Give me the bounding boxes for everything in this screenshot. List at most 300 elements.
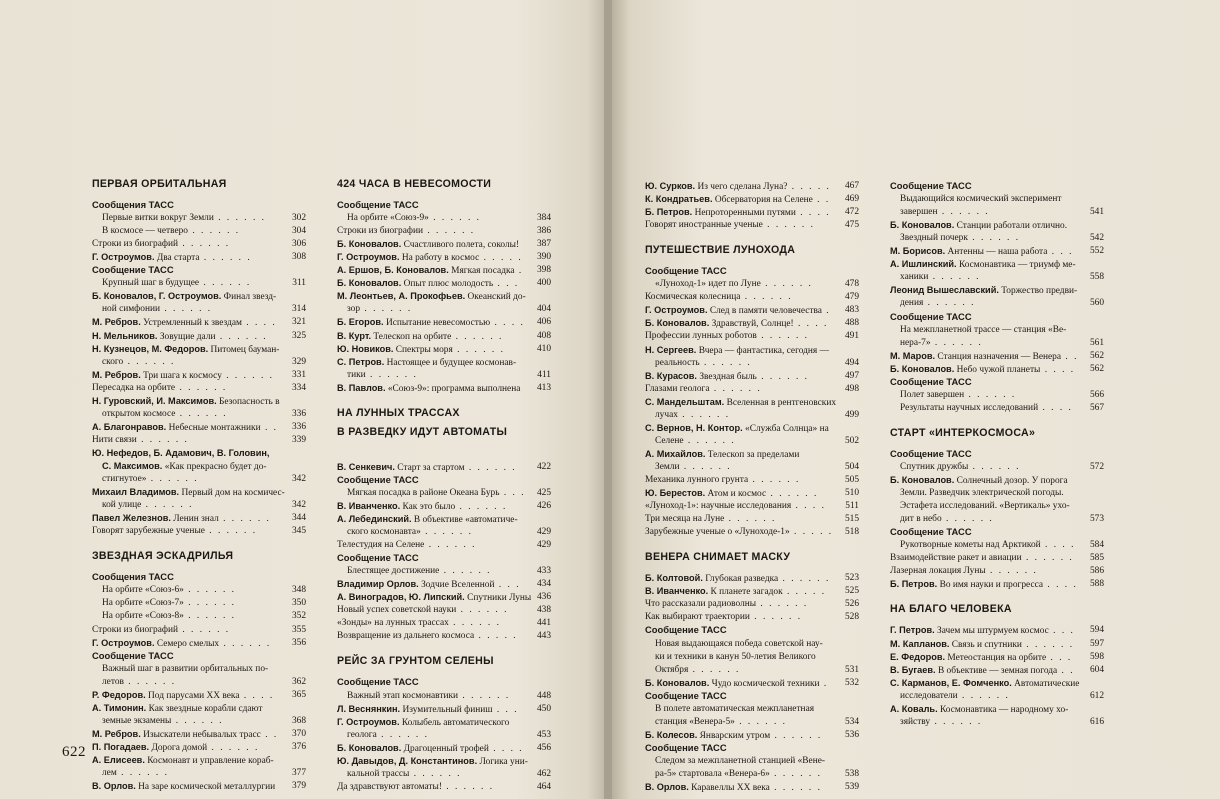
entry-text <box>337 502 507 512</box>
toc-entry <box>337 382 551 395</box>
dot-leader: . . . . . . <box>123 356 176 367</box>
toc-entry <box>92 741 306 754</box>
dot-leader: . . . <box>493 279 520 290</box>
entry-page-number: 462 <box>536 768 551 779</box>
toc-entry <box>92 316 306 329</box>
entry-author: Б. Коновалов. <box>645 318 710 329</box>
dot-leader: . . . . . . <box>146 474 199 485</box>
toc-entry <box>890 324 1104 336</box>
page-number: 622 <box>62 744 86 760</box>
dot-leader: . . . . . . <box>199 253 252 264</box>
entry-title: Изумительный финиш <box>402 704 493 715</box>
entry-text <box>337 744 524 754</box>
entry-text <box>92 585 236 595</box>
toc-entry <box>337 290 551 303</box>
entry-text <box>890 286 1077 296</box>
entry-title: Важный этап космонавтики <box>347 690 459 701</box>
toc-entry <box>645 768 859 780</box>
toc-entry <box>890 258 1104 271</box>
entry-title: Испытание невесомостью <box>385 318 491 329</box>
entry-text <box>645 292 793 302</box>
dot-leader: . . . . . . <box>930 716 983 727</box>
entry-text <box>337 384 520 394</box>
entry-title: Станции работали отлично. <box>956 221 1068 232</box>
dot-leader: . . . <box>492 704 519 715</box>
toc-entry <box>92 597 306 609</box>
entry-page-number: 541 <box>1089 207 1104 218</box>
entry-title: На заре космической металлургии <box>138 782 276 793</box>
toc-entry <box>645 193 859 206</box>
tass-subheading <box>92 650 306 663</box>
toc-entry <box>890 651 1104 664</box>
entry-text <box>890 403 1073 413</box>
toc-entry <box>645 448 859 461</box>
entry-title: Финал звезд- <box>223 292 277 303</box>
entry-text <box>890 540 1075 550</box>
entry-title: Небо чужой планеты <box>956 364 1041 375</box>
toc-entry <box>337 742 551 755</box>
toc-entry <box>645 383 859 395</box>
entry-text <box>92 332 268 342</box>
entry-text <box>890 553 1074 563</box>
entry-author: Павел Железнов. <box>92 513 171 524</box>
entry-page-number: 336 <box>291 408 306 419</box>
toc-entry <box>890 552 1104 564</box>
entry-author: Б. Колесов. <box>645 729 698 740</box>
entry-text <box>645 182 831 192</box>
toc-entry <box>92 421 306 434</box>
entry-title: реальность <box>655 357 700 368</box>
entry-author: А. Елисеев. <box>92 755 145 765</box>
toc-entry <box>890 474 1104 487</box>
entry-title: ра-5» стартовала «Венера-6» <box>655 769 770 779</box>
dot-leader: . . . . . . <box>941 514 994 525</box>
entry-text <box>645 319 828 329</box>
entry-text <box>337 769 461 779</box>
entry-title: Колыбель автоматического <box>401 717 510 728</box>
entry-title: ной симфонии <box>102 304 160 315</box>
toc-entry <box>337 703 551 716</box>
entry-text <box>645 704 814 714</box>
dot-leader: . . . . . . <box>215 331 268 342</box>
entry-title: Полет завершен <box>900 389 965 400</box>
toc-entry <box>337 768 551 780</box>
toc-entry <box>645 278 859 290</box>
entry-text <box>645 639 823 649</box>
dot-leader: . . . . . . <box>218 514 271 525</box>
dot-leader: . . . . . . <box>123 676 177 687</box>
entry-text <box>337 358 516 368</box>
entry-text <box>890 325 1066 335</box>
entry-title: Глубокая разведка <box>705 574 779 585</box>
entry-title: дит в небо <box>900 514 942 525</box>
entry-title: Каравеллы XX века <box>691 783 770 794</box>
dot-leader: . . . . . . <box>762 220 815 231</box>
entry-page-number: 518 <box>844 527 859 538</box>
entry-title: Земли <box>655 461 680 472</box>
dot-leader: . . . . . . <box>756 599 809 610</box>
entry-text <box>337 240 519 250</box>
entry-page-number: 538 <box>844 769 859 779</box>
toc-entry <box>890 578 1104 591</box>
entry-author: Б. Колтовой. <box>645 573 703 584</box>
entry-page-number: 453 <box>536 729 551 740</box>
entry-title: ского <box>102 356 124 367</box>
entry-text <box>645 346 829 356</box>
entry-title: Вчера — фантастика, сегодня — <box>698 345 829 356</box>
entry-page-number: 306 <box>291 239 306 250</box>
entry-text <box>337 631 518 641</box>
entry-author: Ю. Нефедов, Б. Адамович, В. Головин, <box>92 447 270 458</box>
entry-page-number: 426 <box>536 500 551 511</box>
entry-page-number: 314 <box>291 304 306 315</box>
dot-leader: . . . . <box>791 501 826 512</box>
entry-title: К планете загадок <box>710 587 783 598</box>
entry-text <box>92 716 223 726</box>
entry-title: Звездный почерк <box>900 233 968 244</box>
section-heading: 424 ЧАСА В НЕВЕСОМОСТИ <box>337 178 492 190</box>
tass-subheading <box>890 526 1104 539</box>
entry-title: Земли. Разведчик электрической погоды. <box>900 488 1064 499</box>
dot-leader: . . . . . . <box>207 742 260 753</box>
entry-text <box>890 221 1067 231</box>
entry-title: Важный шаг в развитии орбитальных по- <box>102 663 269 674</box>
toc-entry <box>645 703 859 715</box>
entry-author: А. Михайлов. <box>645 448 706 459</box>
dot-leader: . . . . . . <box>734 716 787 727</box>
entry-text <box>337 705 519 715</box>
entry-title: На работу в космос <box>401 253 480 264</box>
entry-page-number: 448 <box>536 690 551 701</box>
entry-text <box>645 514 776 524</box>
entry-page-number: 345 <box>291 526 306 537</box>
toc-entry <box>645 598 859 610</box>
section-heading: РЕЙС ЗА ГРУНТОМ СЕЛЕНЫ <box>337 655 494 668</box>
entry-page-number: 334 <box>291 382 306 393</box>
entry-title: Возвращение из дальнего космоса <box>337 631 475 642</box>
dot-leader: . . . . . . <box>458 690 511 701</box>
toc-entry <box>645 651 859 663</box>
toc-entry <box>337 690 551 702</box>
entry-page-number: 511 <box>845 501 859 512</box>
entry-title: В объективе — земная погода <box>937 665 1058 676</box>
entry-text <box>645 587 826 597</box>
entry-title: Телескоп за пределами <box>707 449 800 460</box>
entry-title: Селене <box>655 435 684 446</box>
entry-title: Атом и космос <box>707 489 767 500</box>
entry-page-number: 536 <box>844 729 859 740</box>
toc-entry <box>92 637 306 650</box>
entry-text <box>92 449 269 459</box>
entry-title: Мягкая посадка <box>451 266 515 277</box>
dot-leader: . . . . <box>1040 364 1076 375</box>
entry-page-number: 411 <box>537 369 551 380</box>
entry-author: В. Орлов. <box>645 782 689 793</box>
entry-text <box>92 239 230 249</box>
toc-entry <box>337 277 551 290</box>
entry-text <box>92 253 252 263</box>
toc-entry <box>645 291 859 303</box>
entry-text <box>337 345 505 355</box>
entry-text <box>92 318 277 328</box>
entry-page-number: 598 <box>1089 651 1104 662</box>
dot-leader: . . . . . <box>474 631 518 642</box>
dot-leader: . . . . . . <box>376 729 429 740</box>
toc-entry <box>890 716 1104 728</box>
subheading-label: Сообщение ТАСС <box>92 264 174 276</box>
toc-entry <box>92 610 306 622</box>
entry-author: В. Иванченко. <box>645 586 709 597</box>
entry-title: Пересадка на орбите <box>92 382 176 393</box>
entry-page-number: 348 <box>291 585 306 596</box>
entry-text <box>92 691 274 701</box>
dot-leader: . . . . . . <box>930 337 983 348</box>
toc-entry <box>92 525 306 537</box>
entry-page-number: 370 <box>291 728 306 739</box>
entry-title: Здравствуй, Солнце! <box>711 319 794 330</box>
entry-page-number: 562 <box>1089 350 1104 361</box>
toc-entry <box>890 206 1104 218</box>
entry-text <box>645 450 799 460</box>
entry-text <box>92 383 227 393</box>
entry-title: «Союз-9»: программа выполнена <box>387 383 521 394</box>
dot-leader: . . . . . . <box>365 369 418 380</box>
toc-entry <box>337 716 551 729</box>
entry-title: Первые витки вокруг Земли <box>102 213 214 224</box>
entry-page-number: 400 <box>536 278 551 289</box>
toc-entry <box>645 487 859 500</box>
subheading-label: Сообщение ТАСС <box>890 180 972 191</box>
toc-entry <box>890 624 1104 637</box>
entry-title: Опыт плюс молодость <box>403 279 494 290</box>
entry-page-number: 467 <box>844 181 859 191</box>
toc-entry <box>645 206 859 219</box>
toc-entry <box>337 356 551 369</box>
toc-entry <box>337 500 551 513</box>
toc-entry <box>645 180 859 193</box>
toc-entry <box>92 486 306 499</box>
entry-title: Следом за межпланетной станцией «Вене- <box>655 755 826 766</box>
entry-author: Н. Мельников. <box>92 330 158 341</box>
entry-text <box>645 475 800 485</box>
entry-title: Логика уни- <box>479 756 528 767</box>
entry-page-number: 429 <box>536 540 551 551</box>
entry-page-number: 616 <box>1089 716 1104 727</box>
entry-title: открытом космосе <box>102 408 176 419</box>
entry-text <box>337 279 519 289</box>
tass-subheading <box>92 264 306 277</box>
section-heading: ВЕНЕРА СНИМАЕТ МАСКУ <box>645 551 791 564</box>
entry-page-number: 585 <box>1089 553 1104 564</box>
entry-text <box>92 782 275 792</box>
entry-page-number: 342 <box>291 500 306 511</box>
entry-title: Зачем мы штурмуем космос <box>937 626 1049 637</box>
entry-title: Строки из биографий <box>92 624 178 635</box>
entry-page-number: 350 <box>291 598 306 609</box>
entry-title: Под парусами XX века <box>148 690 240 701</box>
entry-text <box>645 756 825 766</box>
entry-author: Н. Гуровский, И. Максимов. <box>92 395 217 406</box>
toc-entry <box>337 238 551 251</box>
entry-title: Непроторенными путями <box>694 208 796 219</box>
entry-page-number: 491 <box>844 331 859 342</box>
entry-author: С. Максимов. <box>102 461 163 471</box>
entry-title: Новая выдающаяся победа советской нау- <box>655 638 823 649</box>
toc-entry <box>337 526 551 538</box>
toc-entry <box>92 277 306 289</box>
dot-leader: . . . . . . <box>688 664 741 675</box>
entry-author: Ю. Давыдов, Д. Константинов. <box>337 755 478 766</box>
entry-text <box>645 410 730 420</box>
entry-text <box>645 679 828 689</box>
toc-entry <box>645 330 859 342</box>
toc-entry <box>337 591 551 604</box>
entry-page-number: 604 <box>1089 664 1104 675</box>
entry-author: С. Мандельштам. <box>645 396 725 407</box>
toc-entry <box>645 317 859 330</box>
entry-title: Чудо космической техники <box>711 678 820 689</box>
toc-entry <box>645 526 859 538</box>
entry-title: Спутник дружбы <box>900 461 969 472</box>
toc-entry <box>645 344 859 357</box>
entry-page-number: 331 <box>291 369 306 380</box>
entry-page-number: 479 <box>844 292 859 303</box>
dot-leader: . <box>821 306 831 317</box>
entry-title: На орбите «Союз-7» <box>102 598 184 609</box>
entry-text <box>890 207 990 217</box>
entry-text <box>890 365 1075 375</box>
toc-entry <box>890 461 1104 473</box>
entry-author: Б. Коновалов. <box>890 363 955 374</box>
toc-entry <box>645 513 859 525</box>
entry-text <box>92 423 278 433</box>
entry-page-number: 365 <box>291 689 306 700</box>
dot-leader: . . . . . . <box>778 574 831 585</box>
dot-leader: . . . . . . <box>937 207 990 218</box>
entry-text <box>92 371 274 381</box>
tass-subheading <box>337 199 551 212</box>
toc-entry <box>92 715 306 727</box>
entry-text <box>337 332 503 342</box>
entry-text <box>890 476 1068 486</box>
toc-entry <box>92 251 306 264</box>
entry-text <box>890 352 1078 362</box>
entry-author: М. Леонтьев, А. Прокофьев. <box>337 291 466 302</box>
dot-leader: . . . . . . <box>188 226 241 237</box>
subheading-label: Сообщение ТАСС <box>645 741 727 753</box>
entry-page-number: 502 <box>844 435 859 446</box>
entry-title: Телескоп на орбите <box>373 331 452 342</box>
dot-leader: . . . . . . <box>1021 639 1075 650</box>
entry-author: А. Виноградов, Ю. Липский. <box>337 592 465 603</box>
tass-subheading <box>337 676 551 689</box>
entry-title: зяйству <box>900 716 931 727</box>
entry-text <box>337 515 518 525</box>
entry-title: Глазами геолога <box>645 383 710 394</box>
entry-author: Михаил Владимов. <box>92 487 180 498</box>
tass-subheading <box>890 376 1104 389</box>
subheading-label: Сообщение ТАСС <box>890 310 972 322</box>
entry-text <box>92 435 189 445</box>
toc-entry <box>92 434 306 446</box>
toc-entry <box>890 664 1104 677</box>
dot-leader: . . . . . . <box>740 292 793 303</box>
dot-leader: . . . . . . <box>160 304 213 315</box>
entry-text <box>92 397 280 407</box>
entry-page-number: 504 <box>844 461 859 472</box>
toc-entry <box>890 271 1104 283</box>
entry-page-number: 464 <box>536 781 551 792</box>
entry-page-number: 304 <box>291 226 306 237</box>
toc-entry <box>890 402 1104 414</box>
entry-page-number: 336 <box>291 421 306 432</box>
entry-text <box>337 226 475 236</box>
entry-author: Г. Остроумов. <box>645 305 708 316</box>
entry-author: А. Благонравов. <box>92 421 167 432</box>
toc-entry <box>92 290 306 303</box>
entry-text <box>645 527 833 537</box>
entry-text <box>645 372 809 382</box>
entry-title: В полете автоматическая межпланетная <box>655 703 815 714</box>
entry-page-number: 586 <box>1089 566 1104 577</box>
entry-text <box>645 331 809 341</box>
toc-entry <box>645 729 859 742</box>
entry-author: Ю. Новиков. <box>337 343 394 354</box>
dot-leader: . . . . . . <box>451 331 504 342</box>
entry-title: «Служба Солнца» на <box>745 423 829 434</box>
toc-entry <box>890 337 1104 349</box>
entry-page-number: 398 <box>536 265 551 276</box>
toc-entry <box>92 330 306 343</box>
entry-title: Метеостанция на орбите <box>947 652 1047 663</box>
entry-text <box>92 611 236 621</box>
entry-title: Результаты научных исследований <box>900 402 1039 413</box>
entry-text <box>337 253 523 263</box>
toc-entry <box>337 617 551 629</box>
entry-page-number: 376 <box>291 741 306 752</box>
entry-page-number: 339 <box>291 434 306 445</box>
entry-title: «Зонды» на лунных трассах <box>337 618 449 629</box>
entry-title: Строки из биографий <box>92 239 178 250</box>
subheading-label: Сообщение ТАСС <box>645 265 727 277</box>
section-heading: ПЕРВАЯ ОРБИТАЛЬНАЯ <box>92 178 227 190</box>
entry-page-number: 505 <box>844 475 859 485</box>
dot-leader: . . . . . . <box>679 461 732 472</box>
tass-subheading <box>645 742 859 755</box>
entry-text <box>645 612 802 622</box>
entry-text <box>890 626 1075 636</box>
dot-leader: . . . . . . <box>428 213 481 224</box>
toc-entry <box>92 303 306 315</box>
toc-entry <box>337 369 551 381</box>
dot-leader: . . . <box>499 487 526 498</box>
subheading-label: Сообщение ТАСС <box>645 624 727 636</box>
dot-leader: . . . . <box>1043 580 1078 591</box>
toc-entry <box>92 676 306 688</box>
entry-page-number: 597 <box>1089 638 1104 649</box>
entry-title: Говорят иностранные ученые <box>645 220 763 231</box>
entry-page-number: 308 <box>291 252 306 263</box>
entry-text <box>890 194 1061 204</box>
entry-text <box>890 260 1076 270</box>
toc-entry <box>645 435 859 447</box>
toc-entry <box>890 219 1104 232</box>
entry-title: Говорят зарубежные ученые <box>92 526 205 537</box>
toc-entry <box>890 487 1104 499</box>
entry-title: Драгоценный трофей <box>403 743 489 754</box>
entry-author: Б. Коновалов. <box>337 742 402 753</box>
dot-leader: . . . <box>1047 247 1074 258</box>
